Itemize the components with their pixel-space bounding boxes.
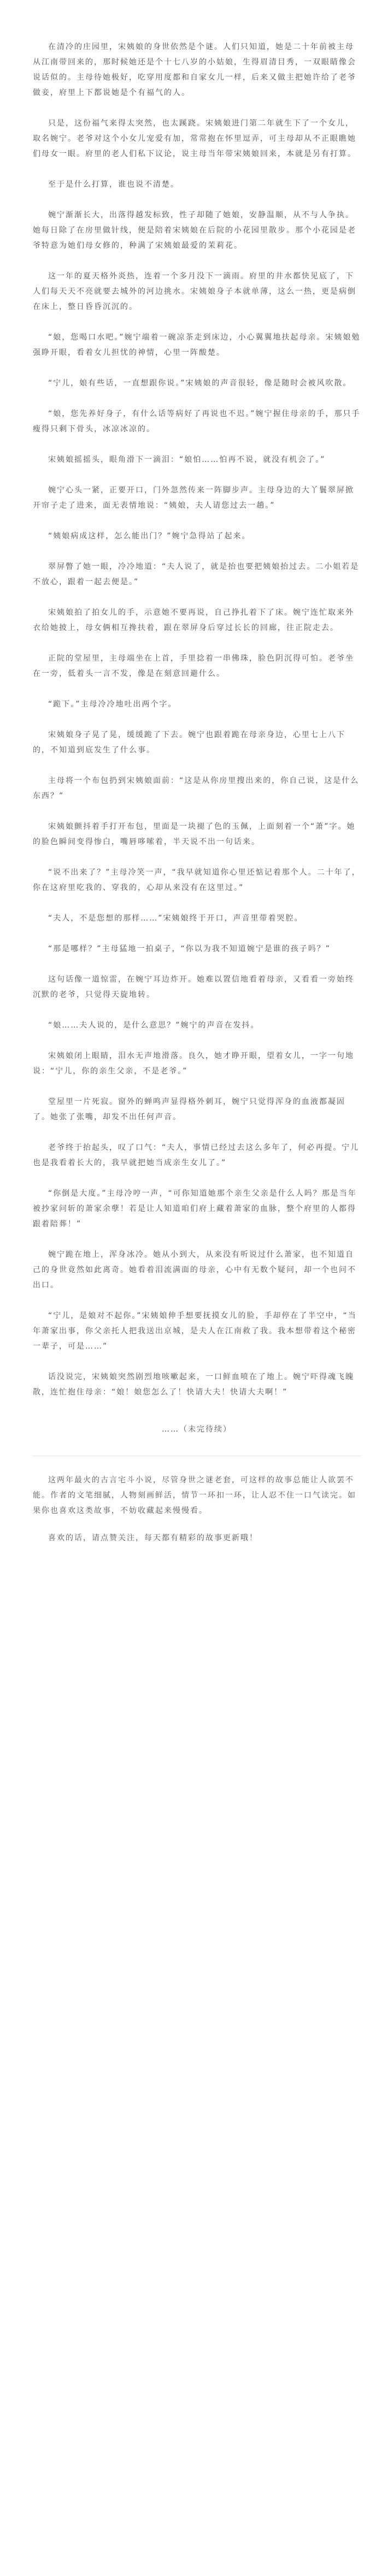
closing-note: 这两年最火的古言宅斗小说，尽管身世之谜老套，可这样的故事总能让人欲罢不能。作者的文笔细腻，人物刻画鲜活，情节一环扣一环，让人忍不住一口气读完。如果你也喜欢这类故事，不妨收藏起来慢慢看。	[33, 1476, 356, 1515]
follow-prompt: 喜欢的话，请点赞关注，每天都有精彩的故事更新哦！	[48, 1534, 258, 1542]
story-paragraph: 在清冷的庄园里，宋姨娘的身世依然是个谜。人们只知道，她是二十年前被主母从江南带回来的，那时候她还是个十七八岁的小姑娘，生得眉清目秀，一双眼睛像会说话似的。主母待她极好，吃穿用度都和自家女儿一样，后来又做主把她许给了老爷做妾，府里上下都说她是个有福气的人。	[33, 43, 356, 97]
story-paragraph: “夫人，不是您想的那样……”宋姨娘终于开口，声音里带着哭腔。	[48, 914, 303, 923]
story-paragraph: “姨娘病成这样，怎么能出门？”婉宁急得站了起来。	[48, 532, 251, 541]
story-paragraph: “娘，您喝口水吧。”婉宁端着一碗凉茶走到床边，小心翼翼地扶起母亲。宋姨娘勉强睁开眼，看着女儿担忧的神情，心里一阵酸楚。	[33, 333, 361, 357]
story-paragraph: 话没说完，宋姨娘突然剧烈地咳嗽起来，一口鲜血喷在了地上。婉宁吓得魂飞魄散，连忙抱住母亲：“娘！娘您怎么了！快请大夫！快请大夫啊！”	[33, 1373, 354, 1397]
story-paragraph: 婉宁心头一紧，正要开口，门外忽然传来一阵脚步声。主母身边的大丫鬟翠屏掀开帘子走了进来，面无表情地说：“姨娘，夫人请您过去一趟。”	[33, 486, 354, 510]
to-be-continued: ……（未完待续）	[162, 1425, 232, 1434]
story-paragraph: 堂屋里一片死寂。窗外的蝉鸣声显得格外刺耳，婉宁只觉得浑身的血液都凝固了。她张了张嘴，却发不出任何声音。	[33, 1097, 345, 1121]
story-paragraph: 只是，这份福气来得太突然，也太蹊跷。宋姨娘进门第二年就生下了一个女儿，取名婉宁。老爷对这个小女儿宠爱有加，常常抱在怀里逗弄，可主母却从不正眼瞧她们母女一眼。府里的老人们私下议论，说主母当年带宋姨娘回来，本就是另有打算。	[33, 119, 356, 158]
story-paragraph: 至于是什么打算，谁也说不清楚。	[48, 180, 179, 189]
story-paragraph: 宋姨娘颤抖着手打开布包，里面是一块褪了色的玉佩，上面刻着一个“萧”字。她的脸色瞬间变得惨白，嘴唇哆嗦着，半天说不出一句话来。	[33, 822, 356, 846]
story-paragraph: “娘……夫人说的，是什么意思？”婉宁的声音在发抖。	[48, 1021, 260, 1030]
story-paragraph: “宁儿，是娘对不起你。”宋姨娘伸手想要抚摸女儿的脸，手却停在了半空中，“当年萧家出事，你父亲托人把我送出京城，是夫人在江南救了我。我本想带着这个秘密一辈子，可是……”	[33, 1311, 357, 1351]
story-paragraph: 正院的堂屋里，主母端坐在上首，手里捻着一串佛珠，脸色阴沉得可怕。老爷坐在一旁，低着头一言不发，像是在刻意回避什么。	[33, 654, 354, 678]
story-paragraph: “那是哪样？”主母猛地一拍桌子，“你以为我不知道婉宁是谁的孩子吗？”	[48, 945, 331, 953]
story-paragraph: 婉宁渐渐长大，出落得越发标致，性子却随了她娘，安静温顺，从不与人争执。她每日除了在房里做针线，便是陪着宋姨娘在后院的小花园里散步。那个小花园是老爷特意为她们母女修的，种满了宋姨娘最爱的茉莉花。	[33, 211, 356, 250]
story-paragraph: 这句话像一道惊雷，在婉宁耳边炸开。她难以置信地看着母亲，又看看一旁始终沉默的老爷，只觉得天旋地转。	[33, 975, 354, 999]
story-paragraph: “说不出来了？”主母冷笑一声，“我早就知道你心里还惦记着那个人。二十年了，你在这府里吃我的、穿我的，心却从来没有在这里过。”	[33, 868, 361, 892]
story-paragraph: “你倒是大度。”主母冷哼一声，“可你知道她那个亲生父亲是什么人吗？那是当年被抄家问斩的萧家余孽！若是让人知道咱们府上藏着萧家的血脉，整个府里的人都得跟着陪葬！”	[33, 1189, 357, 1228]
story-paragraph: 宋姨娘身子晃了晃，缓缓跪了下去。婉宁也跟着跪在母亲身边，心里七上八下的，不知道到底发生了什么事。	[33, 731, 345, 755]
story-paragraph: “宁儿，娘有些话，一直想跟你说。”宋姨娘的声音很轻，像是随时会被风吹散。	[48, 379, 352, 388]
story-paragraph: 宋姨娘摇摇头，眼角滑下一滴泪：“娘怕……怕再不说，就没有机会了。”	[48, 455, 326, 464]
story-paragraph: 老爷终于抬起头，叹了口气：“夫人，事情已经过去这么多年了，何必再提。宁儿也是我看着长大的，我早就把她当成亲生女儿了。”	[33, 1143, 360, 1167]
story-paragraph: “跪下。”主母冷冷地吐出两个字。	[48, 700, 177, 709]
story-paragraph: 翠屏瞥了她一眼，冷冷地道：“夫人说了，就是抬也要把姨娘抬过去。二小姐若是不放心，跟着一起去便是。”	[33, 562, 360, 586]
article-body	[33, 39, 361, 1558]
story-paragraph: 主母将一个布包扔到宋姨娘面前：“这是从你房里搜出来的，你自己说，这是什么东西？”	[33, 776, 360, 800]
story-paragraph: 宋姨娘闭上眼睛，泪水无声地滑落。良久，她才睁开眼，望着女儿，一字一句地说：“宁儿，你的亲生父亲，不是老爷。”	[33, 1052, 354, 1076]
story-paragraph: 宋姨娘拍了拍女儿的手，示意她不要再说，自己挣扎着下了床。婉宁连忙取来外衣给她披上，母女俩相互搀扶着，跟在翠屏身后穿过长长的回廊，往正院走去。	[33, 608, 354, 632]
story-paragraph: 这一年的夏天格外炎热，连着一个多月没下一滴雨。府里的井水都快见底了，下人们每天天不亮就要去城外的河边挑水。宋姨娘身子本就单薄，这么一热，更是病倒在床上，整日昏昏沉沉的。	[33, 272, 356, 311]
story-paragraph: 婉宁跪在地上，浑身冰冷。她从小到大，从来没有听说过什么萧家，也不知道自己的身世竟然如此离奇。她看着泪流满面的母亲，心中有无数个疑问，却一个也问不出口。	[33, 1250, 356, 1290]
story-paragraph: “娘，您先养好身子，有什么话等病好了再说也不迟。”婉宁握住母亲的手，那只手瘦得只剩下骨头，冰凉冰凉的。	[33, 409, 361, 434]
